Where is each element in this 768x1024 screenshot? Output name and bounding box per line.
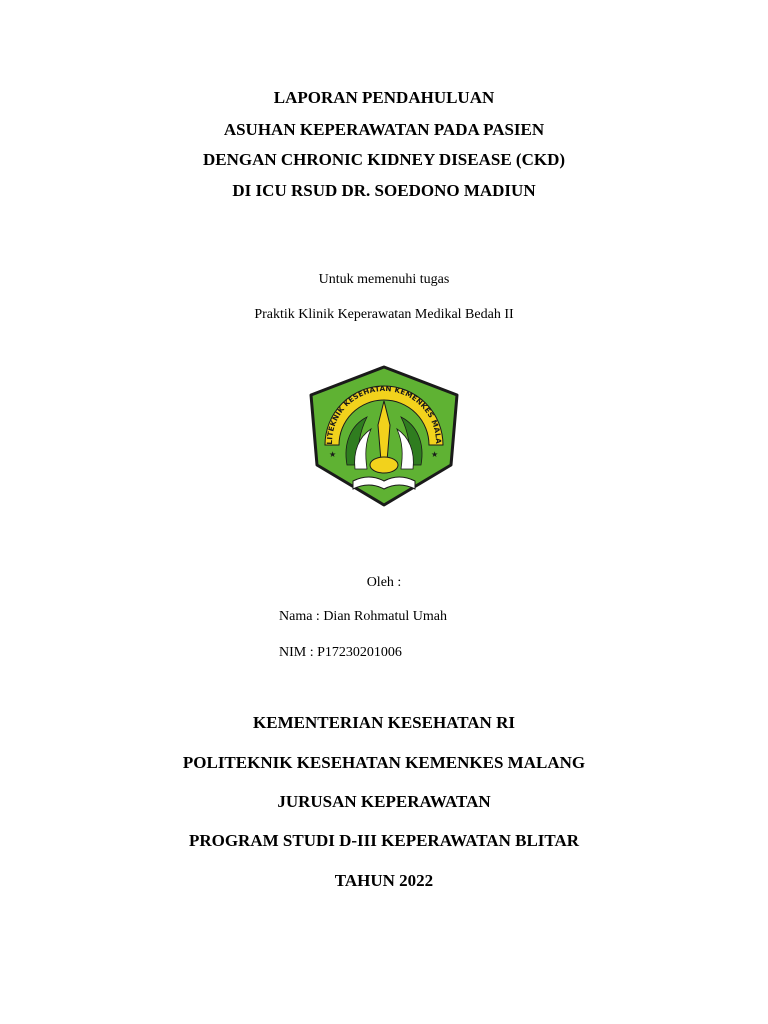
poltekkes-malang-logo-icon [307,365,461,507]
logo-star-right-icon: ★ [431,450,439,459]
purpose-line-2: Praktik Klinik Keperawatan Medikal Bedah II [254,307,514,322]
institution-line-3: JURUSAN KEPERAWATAN [277,792,491,811]
logo-graphic [307,365,461,507]
institution-line-1: KEMENTERIAN KESEHATAN RI [253,713,515,732]
logo-ring-text: LITEKNIK KESEHATAN KEMENKES MALA [324,383,444,445]
purpose-line-1: Untuk memenuhi tugas [318,272,450,287]
logo-star-left-icon: ★ [329,450,337,459]
title-line-3: DENGAN CHRONIC KIDNEY DISEASE (CKD) [202,150,566,169]
by-label: Oleh : [366,575,402,590]
title-line-1: LAPORAN PENDAHULUAN [273,88,495,107]
author-name: Nama : Dian Rohmatul Umah [279,609,447,624]
author-nim: NIM : P17230201006 [279,645,402,660]
institution-year: TAHUN 2022 [334,871,434,890]
institution-line-4: PROGRAM STUDI D-III KEPERAWATAN BLITAR [188,831,580,850]
title-line-2: ASUHAN KEPERAWATAN PADA PASIEN [223,120,545,139]
title-line-4: DI ICU RSUD DR. SOEDONO MADIUN [232,181,536,200]
institution-line-2: POLITEKNIK KESEHATAN KEMENKES MALANG [182,753,586,772]
